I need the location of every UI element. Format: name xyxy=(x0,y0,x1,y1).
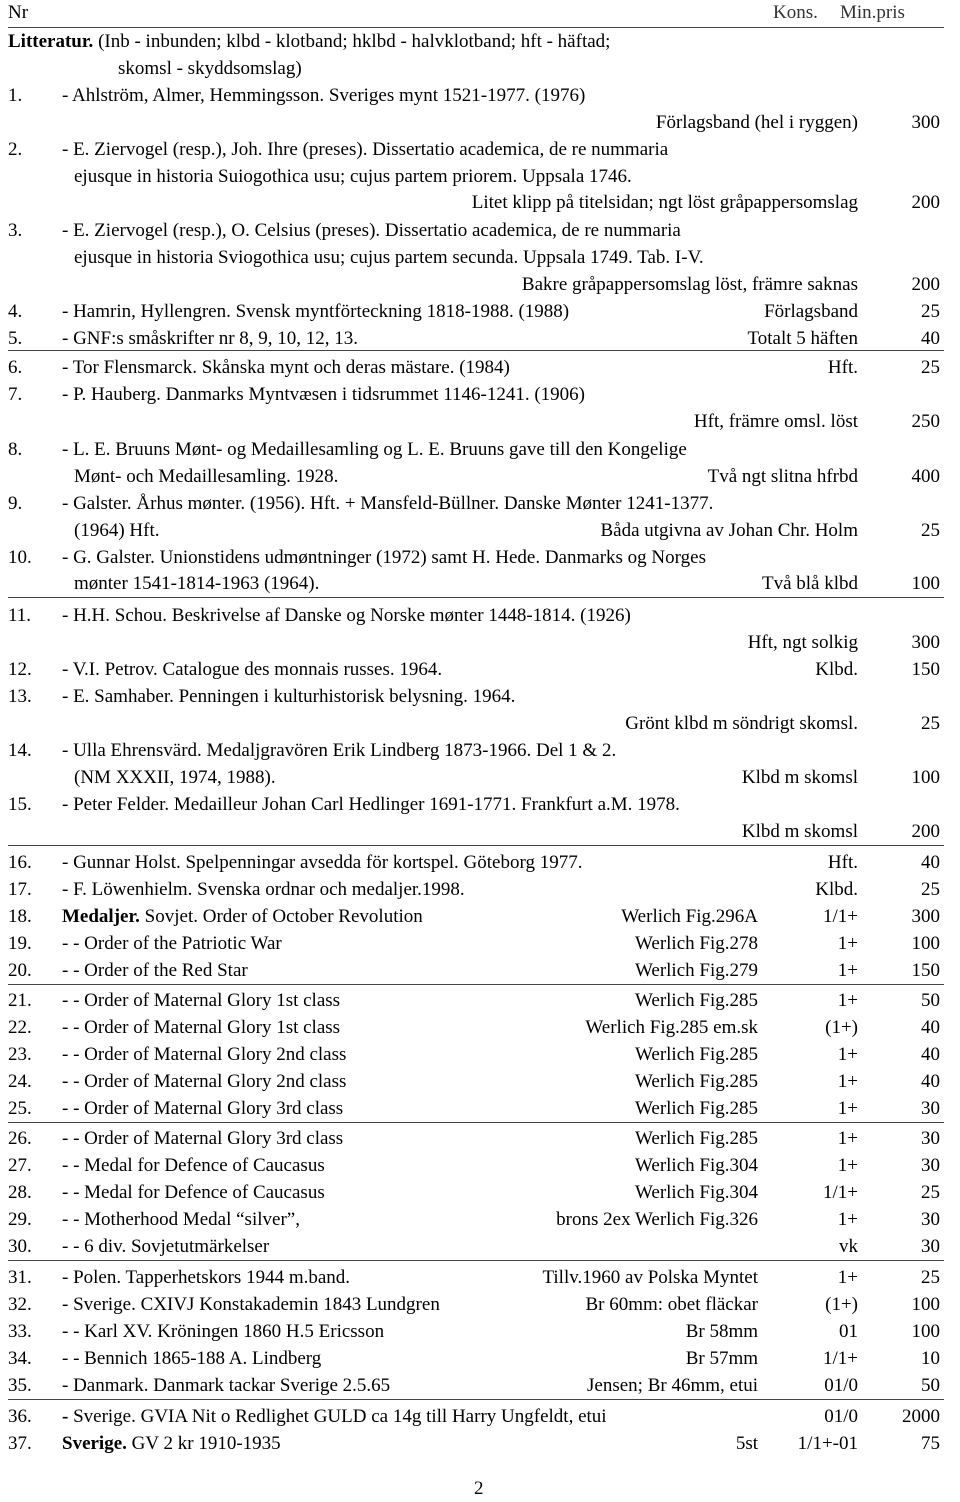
lot-row-cont: (1964) Hft. Båda utgivna av Johan Chr. Holm 25 xyxy=(74,520,940,541)
page-number: 2 xyxy=(474,1478,484,1499)
lot-row: 26. - - Order of Maternal Glory 3rd class Werlich Fig.285 1+ 30 xyxy=(8,1128,940,1149)
lot-row-cont: Förlagsband (hel i ryggen) 300 xyxy=(655,112,940,133)
divider xyxy=(8,350,944,351)
divider xyxy=(8,1260,944,1261)
divider xyxy=(8,597,944,598)
divider xyxy=(8,1122,944,1123)
lot-row: 21. - - Order of Maternal Glory 1st class Werlich Fig.285 1+ 50 xyxy=(8,990,940,1011)
lot-row-cont: Klbd m skomsl 200 xyxy=(741,821,940,842)
lot-row-cont: ejusque in historia Sviogothica usu; cujus partem secunda. Uppsala 1749. Tab. I-V. xyxy=(74,247,704,268)
lot-row: 27. - - Medal for Defence of Caucasus Werlich Fig.304 1+ 30 xyxy=(8,1155,940,1176)
lot-row: 7. - P. Hauberg. Danmarks Myntvæsen i tidsrummet 1146-1241. (1906) xyxy=(8,384,585,405)
lot-row: 9. - Galster. Århus mønter. (1956). Hft. + Mansfeld-Büllner. Danske Mønter 1241-1377. xyxy=(8,493,714,514)
lot-row: 6. - Tor Flensmarck. Skånska mynt och deras mästare. (1984) Hft. 25 xyxy=(8,357,940,378)
lot-row: 1. - Ahlström, Almer, Hemmingsson. Sveriges mynt 1521-1977. (1976) xyxy=(8,85,586,106)
lot-row: 13. - E. Samhaber. Penningen i kulturhistorisk belysning. 1964. xyxy=(8,686,516,707)
lot-row: 19. - - Order of the Patriotic War Werlich Fig.278 1+ 100 xyxy=(8,933,940,954)
lot-row-cont: Hft, ngt solkig 300 xyxy=(747,632,940,653)
divider xyxy=(8,1399,944,1400)
lot-row: 23. - - Order of Maternal Glory 2nd class Werlich Fig.285 1+ 40 xyxy=(8,1044,940,1065)
lot-row: 32. - Sverige. CXIVJ Konstakademin 1843 Lundgren Br 60mm: obet fläckar (1+) 100 xyxy=(8,1294,940,1315)
lot-row: 29. - - Motherhood Medal “silver”, brons 2ex Werlich Fig.326 1+ 30 xyxy=(8,1209,940,1230)
lot-row: 25. - - Order of Maternal Glory 3rd class Werlich Fig.285 1+ 30 xyxy=(8,1098,940,1119)
lot-row: 14. - Ulla Ehrensvärd. Medaljgravören Erik Lindberg 1873-1966. Del 1 & 2. xyxy=(8,740,617,761)
minpris-header: Min.pris xyxy=(840,2,905,23)
divider xyxy=(8,984,944,985)
kons-header: Kons. xyxy=(773,2,818,23)
lot-row: 37. Sverige. GV 2 kr 1910-1935 5st 1/1+-01 75 xyxy=(8,1433,940,1454)
lot-row: 22. - - Order of Maternal Glory 1st class Werlich Fig.285 em.sk (1+) 40 xyxy=(8,1017,940,1038)
lot-row: 10. - G. Galster. Unionstidens udmøntninger (1972) samt H. Hede. Danmarks og Norges xyxy=(8,547,706,568)
intro-line xyxy=(8,29,944,55)
lot-row: 33. - - Karl XV. Kröningen 1860 H.5 Ericsson Br 58mm 01 100 xyxy=(8,1321,940,1342)
lot-row: 5. - GNF:s småskrifter nr 8, 9, 10, 12, 13. Totalt 5 häften 40 xyxy=(8,328,940,349)
lot-row: 18. Medaljer. Sovjet. Order of October Revolution Werlich Fig.296A 1/1+ 300 xyxy=(8,906,940,927)
page-footer xyxy=(8,1476,944,1502)
column-header xyxy=(8,0,944,26)
lot-row: 2. - E. Ziervogel (resp.), Joh. Ihre (preses). Dissertatio academica, de re nummaria xyxy=(8,139,669,160)
divider xyxy=(8,845,944,846)
lot-row-cont: mønter 1541-1814-1963 (1964). Två blå klbd 100 xyxy=(74,573,940,594)
lot-row: 24. - - Order of Maternal Glory 2nd class Werlich Fig.285 1+ 40 xyxy=(8,1071,940,1092)
lot-row-cont: Grönt klbd m söndrigt skomsl. 25 xyxy=(625,713,940,734)
lot-row: 35. - Danmark. Danmark tackar Sverige 2.5.65 Jensen; Br 46mm, etui 01/0 50 xyxy=(8,1375,940,1396)
header-divider xyxy=(8,27,944,28)
lot-row: 3. - E. Ziervogel (resp.), O. Celsius (preses). Dissertatio academica, de re nummaria xyxy=(8,220,681,241)
lot-row: 17. - F. Löwenhielm. Svenska ordnar och medaljer.1998. Klbd. 25 xyxy=(8,879,940,900)
section-title: Litteratur. (Inb - inbunden; klbd - klotband; hklbd - halvklotband; hft - häftad; xyxy=(8,31,611,52)
lot-row: 15. - Peter Felder. Medailleur Johan Carl Hedlinger 1691-1771. Frankfurt a.M. 1978. xyxy=(8,794,680,815)
lot-row: 4. - Hamrin, Hyllengren. Svensk myntförteckning 1818-1988. (1988) Förlagsband 25 xyxy=(8,301,940,322)
lot-row: 36. - Sverige. GVIA Nit o Redlighet GULD ca 14g till Harry Ungfeldt, etui 01/0 2000 xyxy=(8,1406,940,1427)
lot-row: 11. - H.H. Schou. Beskrivelse af Danske og Norske mønter 1448-1814. (1926) xyxy=(8,605,631,626)
lot-row: 20. - - Order of the Red Star Werlich Fig.279 1+ 150 xyxy=(8,960,940,981)
lot-row-cont: Hft, främre omsl. löst 250 xyxy=(693,411,940,432)
nr-header: Nr xyxy=(8,2,29,23)
lot-row-cont: ejusque in historia Suiogothica usu; cujus partem priorem. Uppsala 1746. xyxy=(74,166,632,187)
lot-row: 31. - Polen. Tapperhetskors 1944 m.band. Tillv.1960 av Polska Myntet 1+ 25 xyxy=(8,1267,940,1288)
lot-row: 30. - - 6 div. Sovjetutmärkelser vk 30 xyxy=(8,1236,940,1257)
lot-row-cont: Bakre gråpappersomslag löst, främre saknas 200 xyxy=(521,274,940,295)
lot-row-cont: Litet klipp på titelsidan; ngt löst gråpappersomslag 200 xyxy=(471,192,940,213)
lot-row: 12. - V.I. Petrov. Catalogue des monnais russes. 1964. Klbd. 150 xyxy=(8,659,940,680)
lot-row-cont: Mønt- och Medaillesamling. 1928. Två ngt slitna hfrbd 400 xyxy=(74,466,940,487)
lot-row: 16. - Gunnar Holst. Spelpenningar avsedda för kortspel. Göteborg 1977. Hft. 40 xyxy=(8,852,940,873)
lot-row: 28. - - Medal for Defence of Caucasus Werlich Fig.304 1/1+ 25 xyxy=(8,1182,940,1203)
lot-row: 34. - - Bennich 1865-188 A. Lindberg Br 57mm 1/1+ 10 xyxy=(8,1348,940,1369)
intro-line-2: skomsl - skyddsomslag) xyxy=(118,58,302,79)
lot-row: 8. - L. E. Bruuns Mønt- og Medaillesamling og L. E. Bruuns gave till den Kongelige xyxy=(8,439,687,460)
lot-row-cont: (NM XXXII, 1974, 1988). Klbd m skomsl 100 xyxy=(74,767,940,788)
